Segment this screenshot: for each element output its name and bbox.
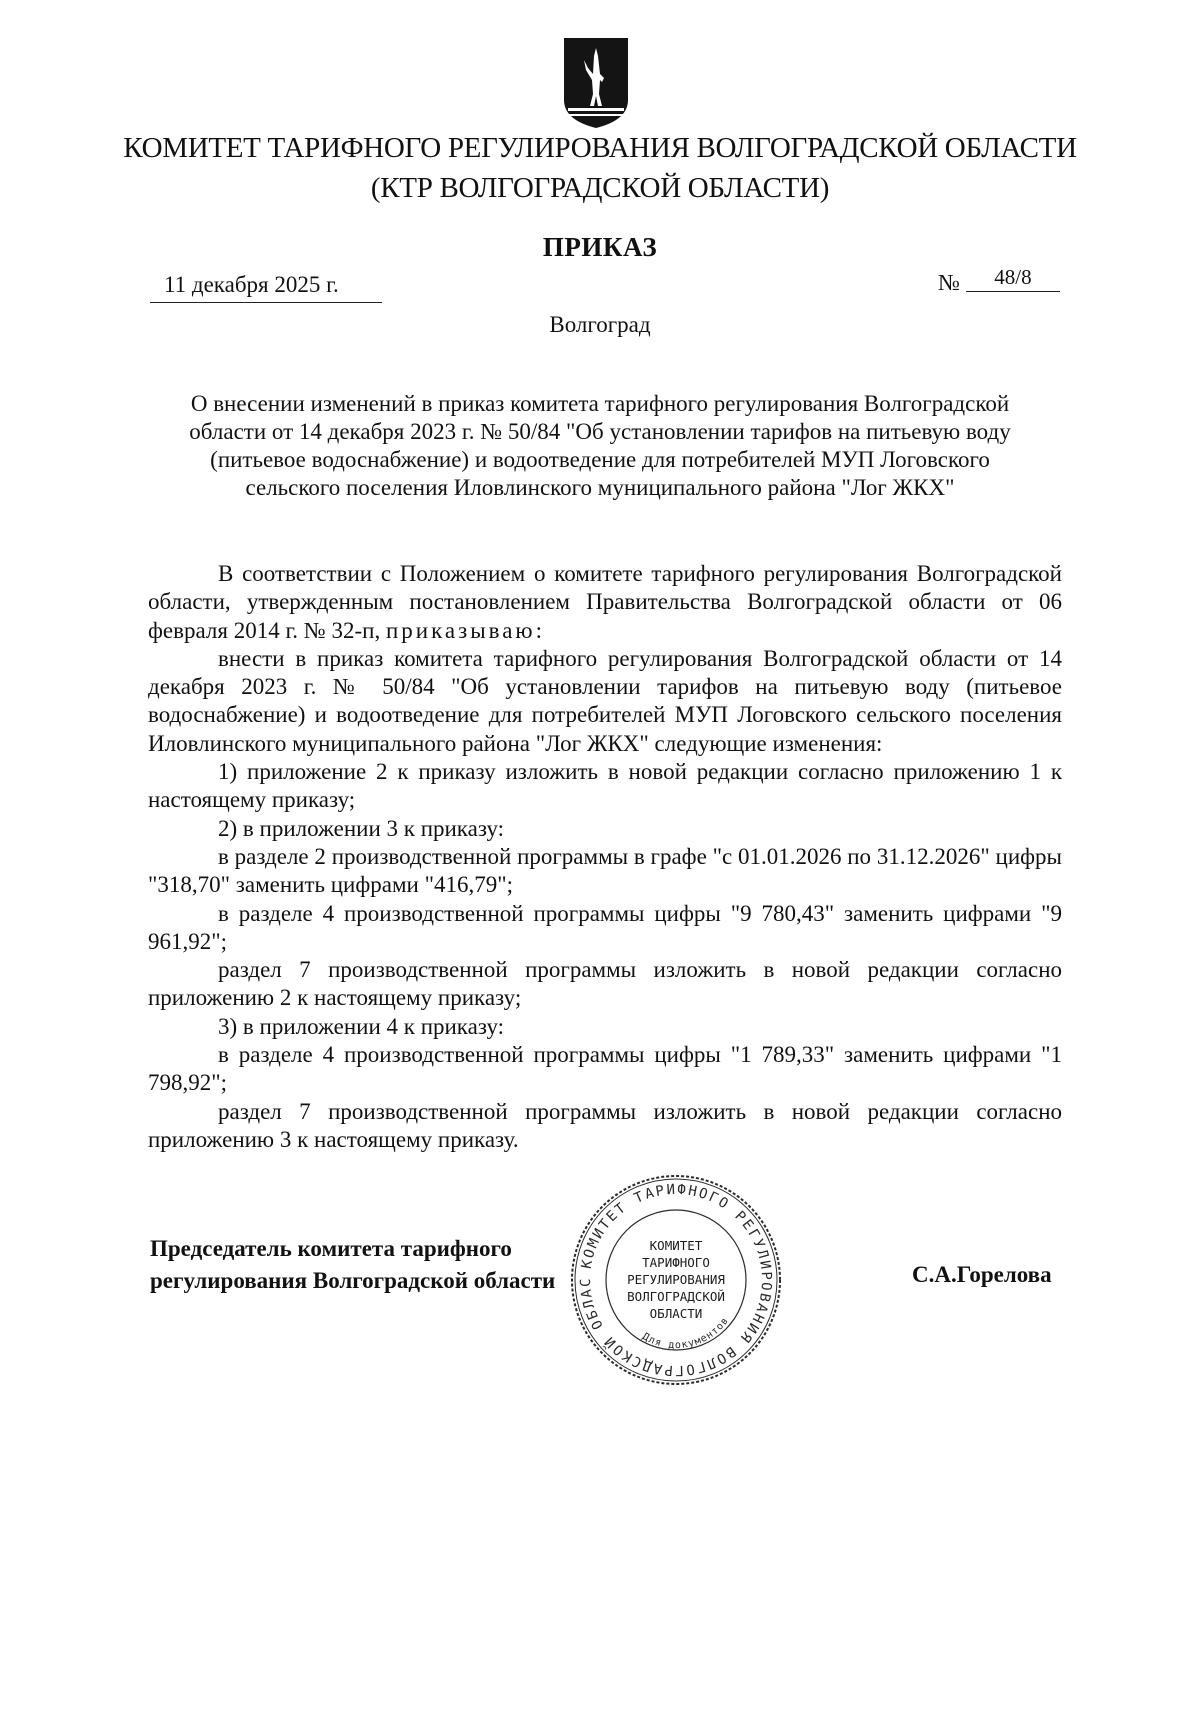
order-body [148, 560, 1062, 1154]
seal-core-line: РЕГУЛИРОВАНИЯ [627, 1272, 725, 1287]
document-type: ПРИКАЗ [542, 232, 658, 262]
seal-core-line: ВОЛГОГРАДСКОЙ [627, 1289, 725, 1304]
order-title: О внесении изменений в приказ комитета тарифного регулирования Волгоградской области от 14 декабря 2023 г. № 50/84 "Об установлении тарифов на питьевую воду (питьевое водоснабжение) и водоотведение для потребителей МУП Логовского сельского поселения Иловлинского муниципального района "Лог ЖКХ" [189, 391, 1011, 500]
seal-core-line: ТАРИФНОГО [642, 1255, 710, 1270]
signer-name: С.А.Горелова [912, 1262, 1052, 1287]
basis-text: В соответствии с Положением о комитете тарифного регулирования Волгоградской области, утвержденным постановлением Правительства Волгоградской области от 06 февраля 2014 г. № 32-п, [148, 561, 1062, 643]
seal-core-line: КОМИТЕТ [649, 1238, 703, 1253]
seal-core [621, 1225, 731, 1335]
signer-position-line2: регулирования Волгоградской области [150, 1268, 556, 1293]
order-number-value: 48/8 [966, 263, 1060, 292]
order-word: приказываю: [385, 617, 545, 643]
body-paragraph: 2) в приложении 3 к приказу: [218, 815, 505, 841]
signer-position [150, 1233, 590, 1297]
order-city: Волгоград [549, 312, 651, 337]
body-paragraph: внести в приказ комитета тарифного регулирования Волгоградской области от 14 декабря 2023 г. № 50/84 "Об установлении тарифов на питьевую воду (питьевое водоснабжение) и водоотведение для потребителей МУП Логовского сельского поселения Иловлинского муниципального района "Лог ЖКХ" следующие изменения: [148, 645, 1062, 756]
body-paragraph: в разделе 2 производственной программы в графе "с 01.01.2026 по 31.12.2026" цифры "318,70" заменить цифрами "416,79"; [148, 843, 1062, 898]
seal-inner-arc-text: Для документов [640, 1315, 732, 1352]
organization-name [0, 128, 1200, 208]
body-paragraph: в разделе 4 производственной программы цифры "1 789,33" заменить цифрами "1 798,92"; [148, 1042, 1062, 1096]
number-sign: № [938, 270, 960, 295]
body-paragraph: 3) в приложении 4 к приказу: [218, 1013, 505, 1039]
body-paragraph [148, 560, 1062, 645]
organization-name-line1: КОМИТЕТ ТАРИФНОГО РЕГУЛИРОВАНИЯ ВОЛГОГРАДСКОЙ ОБЛАСТИ [123, 132, 1077, 164]
order-date: 11 декабря 2025 г. [150, 268, 382, 303]
body-paragraph: в разделе 4 производственной программы цифры "9 780,43" заменить цифрами "9 961,92"; [148, 900, 1062, 954]
coat-of-arms-icon [560, 34, 632, 130]
signer-position-line1: Председатель комитета тарифного [150, 1236, 512, 1261]
order-number [938, 266, 1060, 300]
organization-name-line2: (КТР ВОЛГОГРАДСКОЙ ОБЛАСТИ) [370, 172, 830, 204]
official-seal [568, 1172, 784, 1388]
body-paragraph: раздел 7 производственной программы изложить в новой редакции согласно приложению 3 к настоящему приказу. [148, 1098, 1062, 1152]
seal-core-line: ОБЛАСТИ [649, 1306, 703, 1321]
body-paragraph: раздел 7 производственной программы изложить в новой редакции согласно приложению 2 к настоящему приказу; [148, 957, 1062, 1011]
body-paragraph: 1) приложение 2 к приказу изложить в новой редакции согласно приложению 1 к настоящему приказу; [148, 759, 1062, 813]
seal-ring-text: КОМИТЕТ ТАРИФНОГО РЕГУЛИРОВАНИЯ ВОЛГОГРАДСКОЙ ОБЛАС [577, 1181, 775, 1379]
